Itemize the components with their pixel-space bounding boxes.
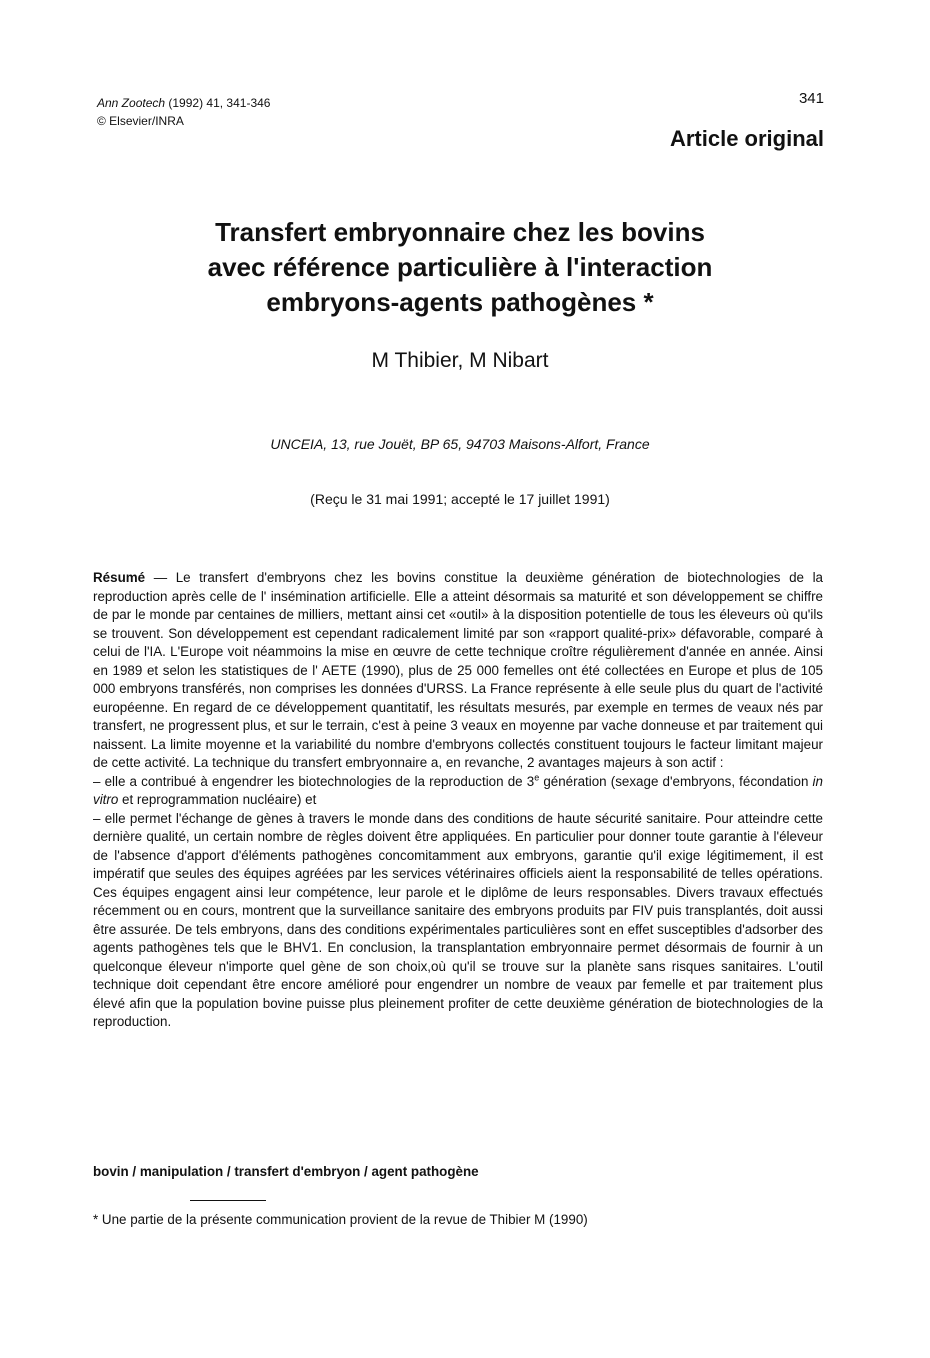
authors: M Thibier, M Nibart [371, 349, 549, 372]
title-line-2: avec référence particulière à l'interaction [207, 252, 713, 282]
item-1-text-a: – elle a contribué à engendrer les biotechnologies de la reproduction de 3 [93, 773, 535, 789]
received-dates: (Reçu le 31 mai 1991; accepté le 17 juillet 1991) [310, 491, 610, 507]
footnote-rule [190, 1200, 266, 1201]
journal-line [97, 94, 270, 112]
footnote: * Une partie de la présente communication provient de la revue de Thibier M (1990) [93, 1212, 588, 1227]
page-number: 341 [798, 90, 824, 107]
journal-name: Ann Zootech [97, 96, 166, 110]
keywords: bovin / manipulation / transfert d'embryon / agent pathogène [93, 1164, 479, 1179]
abstract-intro [93, 569, 823, 773]
article-title [90, 215, 830, 320]
item-1-italic: in vitro [93, 773, 823, 807]
journal-details: (1992) 41, 341-346 [168, 96, 271, 110]
journal-citation [97, 94, 270, 130]
affiliation: UNCEIA, 13, rue Jouët, BP 65, 94703 Maisons-Alfort, France [270, 436, 650, 452]
abstract [93, 569, 823, 1032]
item-1-text-c: et reprogrammation nucléaire) et [118, 792, 317, 807]
abstract-intro-text: — Le transfert d'embryons chez les bovins constitue la deuxième génération de biotechnologies de la reproduction après celle de l' insémination artificielle. Elle a atteint désormais sa maturité et son développement se chiffre de par le monde par centaines de milliers, mettant ainsi cet «outil» à la disposition potentielle de tous les éleveurs où qu'ils se trouvent. Son développement est cependant radicalement limité par son «rapport qualité-prix» défavorable, comparé à celui de l'IA. L'Europe voit néammoins la mise en œuvre de cette technique croître régulièrement d'année en année. Ainsi en 1989 et selon les statistiques de l' AETE (1990), plus de 25 000 femelles ont été collectées en Europe et plus de 105 000 embryons transférés, non comprises les données d'URSS. La France représente à elle seule plus du quart de l'activité européenne. En regard de ce développement quantitatif, les résultats mesurés, par exemple en termes de veaux nés par transfert, ne progressent plus, et sur le terrain, c'est à peine 3 veaux en moyenne par vache donneuse et par traitement qui naissent. La limite moyenne et la variabilité du nombre d'embryons collectés constituent toujours le facteur limitant majeur de cette activité. La technique du transfert embryonnaire a, en revanche, 2 avantages majeurs à son actif : [93, 570, 823, 770]
item-1-text-b: génération (sexage d'embryons, fécondation [539, 773, 813, 789]
item-1-superscript: e [534, 772, 540, 783]
section-label: Article original [669, 126, 824, 151]
abstract-item-2: – elle permet l'échange de gènes à travers le monde dans des conditions de haute sécurité sanitaire. Pour atteindre cette dernière qualité, un certain nombre de règles doivent être appliquées. En particulier pour donner toute garantie à l'éleveur de l'absence d'apport d'éléments pathogènes concomitamment aux embryons, garantie qu'il exige légitimement, il est impératif que seules des équipes agréées par les services vétérinaires officiels aient la responsabilité de telles opérations. Ces équipes engagent ainsi leur compétence, leur parole et le diplôme de leurs responsables. Divers travaux effectués récemment ou en cours, montrent que la surveillance sanitaire des embryons produits par FIV puis transplantés, doit aussi être assurée. De tels embryons, dans des conditions expérimentales particulières sont en effet susceptibles d'adsorber des agents pathogènes tels que le BHV1. En conclusion, la transplantation embryonnaire permet désormais de fournir à un quelconque éleveur n'importe quel gène de son choix,où qu'il se trouve sur la planète sans risques sanitaires. L'outil technique doit cependant être encore amélioré pour engendrer un nombre de veaux par femelle et par traitement plus élevé afin que la population bovine puisse plus pleinement profiter de cette deuxième génération de biotechnologies de la reproduction. [93, 810, 823, 1029]
abstract-item-1 [93, 773, 823, 810]
title-line-1: Transfert embryonnaire chez les bovins [215, 217, 705, 247]
abstract-label: Résumé [93, 570, 146, 585]
copyright: © Elsevier/INRA [97, 114, 184, 128]
title-line-3: embryons-agents pathogènes * [266, 287, 654, 317]
